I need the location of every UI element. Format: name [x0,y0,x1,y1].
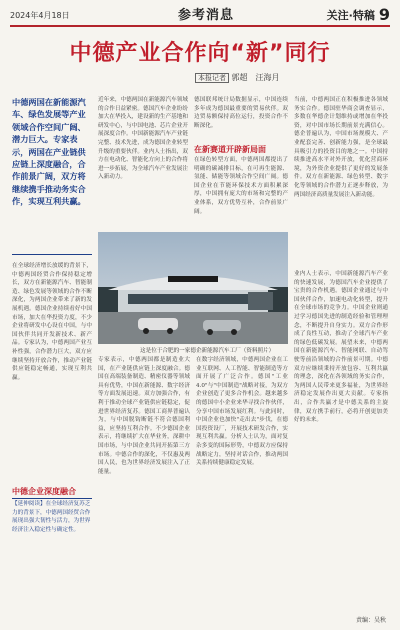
body-column-3: 在绿色转型方面，中德两国都提出了明确的碳减排目标，在可再生能源、氢能、储能等领域合作空间广阔。德国企业在节能环保技术方面积累深厚，中国拥有庞大的市场和完整的产业体系，双方优势互补，合作前景广阔。 [194,157,288,215]
factory-photo [98,232,288,344]
sidebar-text: 在全球经济复苏乏力的背景下，中德两国经贸合作展现出强大韧性与活力，为世界经济注入稳定性与确定性。 [12,501,91,533]
body-column-1: 在全球经济增长放缓的背景下，中德两国经贸合作保持稳定增长，双方在新能源汽车、智能制造、绿色发展等领域的合作不断深化，为两国企业带来了新的发展机遇。德国企业持续看好中国市场，加大在华投资力度，不少企业将研发中心设在中国，与中国伙伴共同开发新技术、新产品。专家认为，中德两国产业互补性强，合作潜力巨大，双方应继续坚持开放合作，推动产业链供应链稳定畅通，实现互利共赢。 [12,263,92,381]
byline-names: 郭超 汪海月 [231,73,280,82]
factory-photo-graphic [98,232,288,344]
sidebar-heading: 【延伸阅读】 [12,501,46,507]
byline-tag: 本报记者 [195,73,229,83]
issue-date: 2024年4月18日 [10,11,70,20]
body-column-3-top: 德国联邦统计局数据显示，中国连续多年成为德国最重要的贸易伙伴。双边贸易额保持高位运行，投资合作不断深化。 [194,97,288,129]
body-column-2-bottom: 专家表示，中德两国都是制造业大国，在产业链供应链上深度融合。德国在高端装备制造、精密仪器等领域具有优势，中国在新能源、数字经济等方面发展迅速。双方加强合作，有利于推动全球产业链供应链稳定，促进世界经济复苏。德国工商界普遍认为，与中国脱钩断链不符合德国利益，应坚持互利合作。不少德国企业表示，将继续扩大在华业务，深耕中国市场，与中国企业共同开拓第三方市场。中德合作的深化，不仅惠及两国人民，也为世界经济发展注入了正能量。 [98,357,190,475]
section-label [327,7,390,23]
masthead [10,2,390,24]
body-column-2: 近年来，中德两国在新能源汽车领域的合作日益紧密。德国汽车企业纷纷加大在华投入，建设新的生产基地和研发中心，与中国电池、芯片企业开展深度合作。中国新能源汽车产业链完整、技术先进，成为德国企业转型升级的重要伙伴。业内人士指出，双方在电动化、智能化方向上的合作将进一步拓展，为全球汽车产业发展注入新动力。 [98,97,188,181]
body-column-3-bottom: 在数字经济领域，中德两国企业在工业互联网、人工智能、智能制造等方面开展了广泛合作。德国"工业4.0"与"中国制造"战略对接，为双方企业创造了更多合作机会。越来越多的德国中小企业来华寻找合作伙伴，分享中国市场发展红利。与此同时，中国企业也加快"走出去"步伐，在德国投资设厂，开展技术研发合作，实现互利共赢。分析人士认为，面对复杂多变的国际形势，中德双方应保持战略定力，坚持对话合作，推动两国关系持续健康稳定发展。 [196,357,288,467]
masthead-rule [10,25,390,27]
body-column-4: 当前，中德两国正在积极推进各领域务实合作。德国驻华商会调查显示，多数在华德企计划维持或增加在华投资，对中国市场长期前景充满信心。德企普遍认为，中国市场规模大、产业配套完善、创新能力强，是全球最具吸引力的投资目的地之一。中国持续推进高水平对外开放，优化营商环境，为外资企业提供了更好的发展条件。双方在新能源、绿色转型、数字化等领域的合作潜力正逐步释放，为两国经济高质量发展注入新动能。 [294,97,388,198]
lead-paragraph: 中德两国在新能源汽车、绿色发展等产业领域合作空间广阔、潜力巨大。专家表示，两国在产业链供应链上深度融合，合作前景广阔，双方将继续携手推动务实合作，实现互利共赢。 [12,97,86,207]
editor-credit: 责编：吴秋 [355,617,386,624]
section-name: 关注·特稿 [326,9,375,22]
sidebar-divider [12,498,92,499]
section-heading-2: 在新赛道开辟新局面 [194,145,266,154]
headline: 中德产业合作向“新”同行 [69,41,331,66]
sidebar-box [12,500,92,534]
photo-caption: 这是位于合肥的一家德企新能源汽车工厂（资料照片） [140,348,275,354]
byline [195,72,280,83]
body-column-5: 业内人士表示，中国新能源汽车产业的快速发展，为德国汽车企业提供了宝贵的合作机遇。德国企业通过与中国伙伴合作，加速电动化转型，提升在全球市场的竞争力。中国企业则通过学习德国先进的制造经验和管理理念，不断提升自身实力。双方合作形成了良性互动，推动了全球汽车产业的绿色低碳发展。展望未来，中德两国在新能源汽车、智能网联、自动驾驶等前沿领域的合作前景可期。中德双方应继续秉持开放包容、互利共赢的理念，深化在各领域的务实合作，为两国人民带来更多福祉，为世界经济稳定发展作出更大贡献。专家指出，合作共赢才是中德关系的主旋律，双方携手前行，必将开创更加美好的未来。 [294,271,388,424]
section-heading-3: 中德企业深度融合 [12,487,76,496]
lead-divider [12,254,92,255]
newspaper-logo: 参考消息 [178,8,235,23]
page-number: 9 [378,5,390,24]
